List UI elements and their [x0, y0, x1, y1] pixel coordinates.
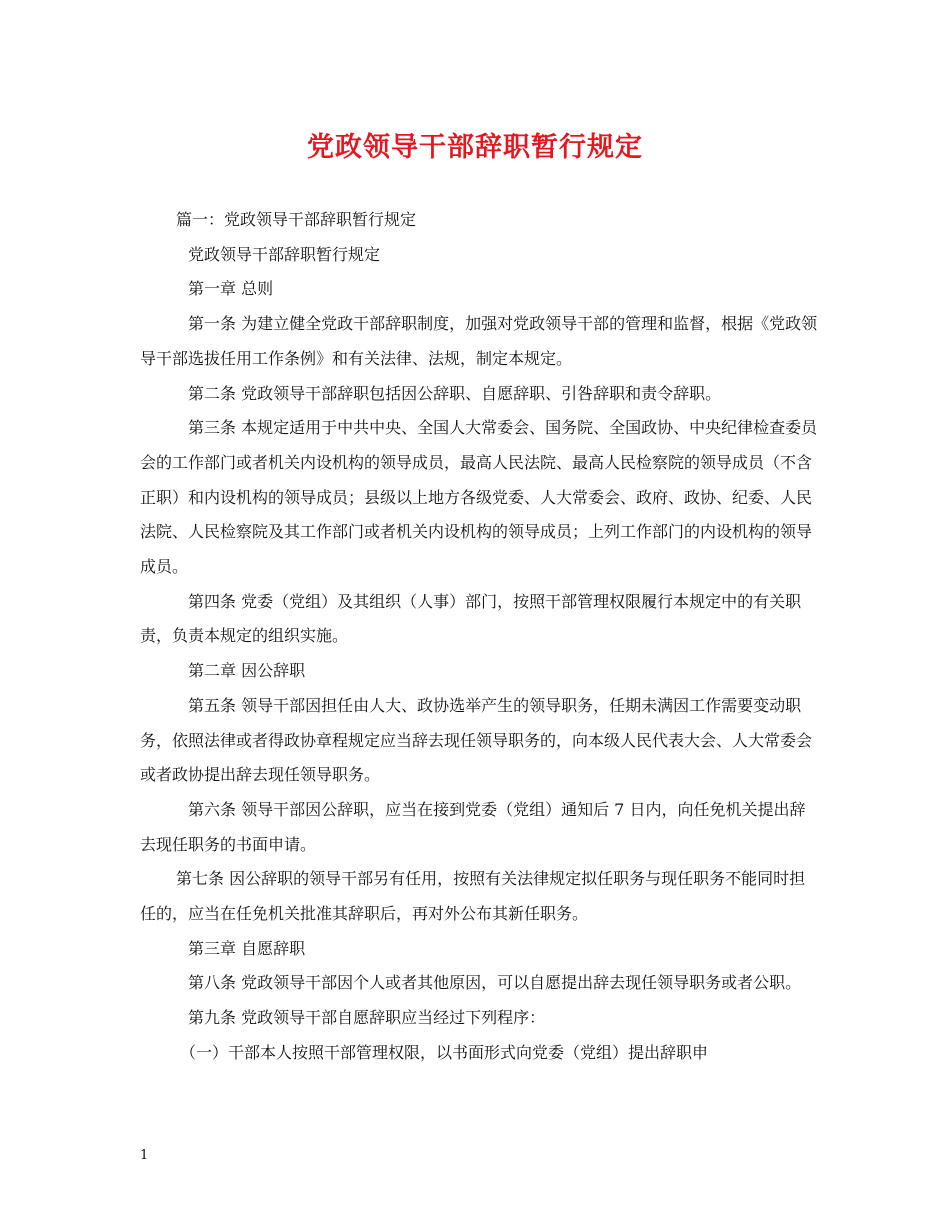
paragraph: 第三章 自愿辞职 — [188, 938, 306, 958]
paragraph: 第六条 领导干部因公辞职，应当在接到党委（党组）通知后 7 日内，向任免机关提出辞去现任职务的书面申请。 — [140, 799, 806, 854]
paragraph: 第四条 党委（党组）及其组织（人事）部门，按照干部管理权限履行本规定中的有关职责，负责本规定的组织实施。 — [140, 591, 802, 646]
paragraph: 第九条 党政领导干部自愿辞职应当经过下列程序： — [188, 1008, 546, 1028]
paragraph: 第五条 领导干部因担任由人大、政协选举产生的领导职务，任期未满因工作需要变动职务，依照法律或者得政协章程规定应当辞去现任领导职务的，向本级人民代表大会、人大常委会或者政协提出辞去现任领导职务。 — [140, 695, 813, 785]
paragraph: （一）干部本人按照干部管理权限，以书面形式向党委（党组）提出辞职申 — [180, 1042, 709, 1062]
paragraph: 第三条 本规定适用于中共中央、全国人大常委会、国务院、全国政协、中央纪律检查委员会的工作部门或者机关内设机构的领导成员，最高人民法院、最高人民检察院的领导成员（不含正职）和内设机构的领导成员；县级以上地方各级党委、人大常委会、政府、政协、纪委、人民法院、人民检察院及其工作部门或者机关内设机构的领导成员；上列工作部门的内设机构的领导成员。 — [140, 418, 818, 577]
document-body — [140, 203, 820, 1071]
paragraph: 党政领导干部辞职暂行规定 — [188, 244, 381, 264]
paragraph: 第一条 为建立健全党政干部辞职制度，加强对党政领导干部的管理和监督，根据《党政领导干部选拔任用工作条例》和有关法律、法规，制定本规定。 — [140, 314, 818, 368]
paragraph: 第二章 因公辞职 — [188, 661, 306, 681]
page-number: 1 — [140, 1148, 149, 1163]
paragraph: 第二条 党政领导干部辞职包括因公辞职、自愿辞职、引咎辞职和责令辞职。 — [188, 383, 722, 403]
paragraph: 第一章 总则 — [188, 279, 274, 299]
paragraph: 篇一：党政领导干部辞职暂行规定 — [176, 210, 417, 229]
paragraph: 第八条 党政领导干部因个人或者其他原因，可以自愿提出辞去现任领导职务或者公职。 — [188, 973, 802, 993]
paragraph: 第七条 因公辞职的领导干部另有任用，按照有关法律规定拟任职务与现任职务不能同时担任的，应当在任免机关批准其辞职后，再对外公布其新任职务。 — [140, 869, 806, 924]
document-title: 党政领导干部辞职暂行规定 — [307, 132, 643, 163]
